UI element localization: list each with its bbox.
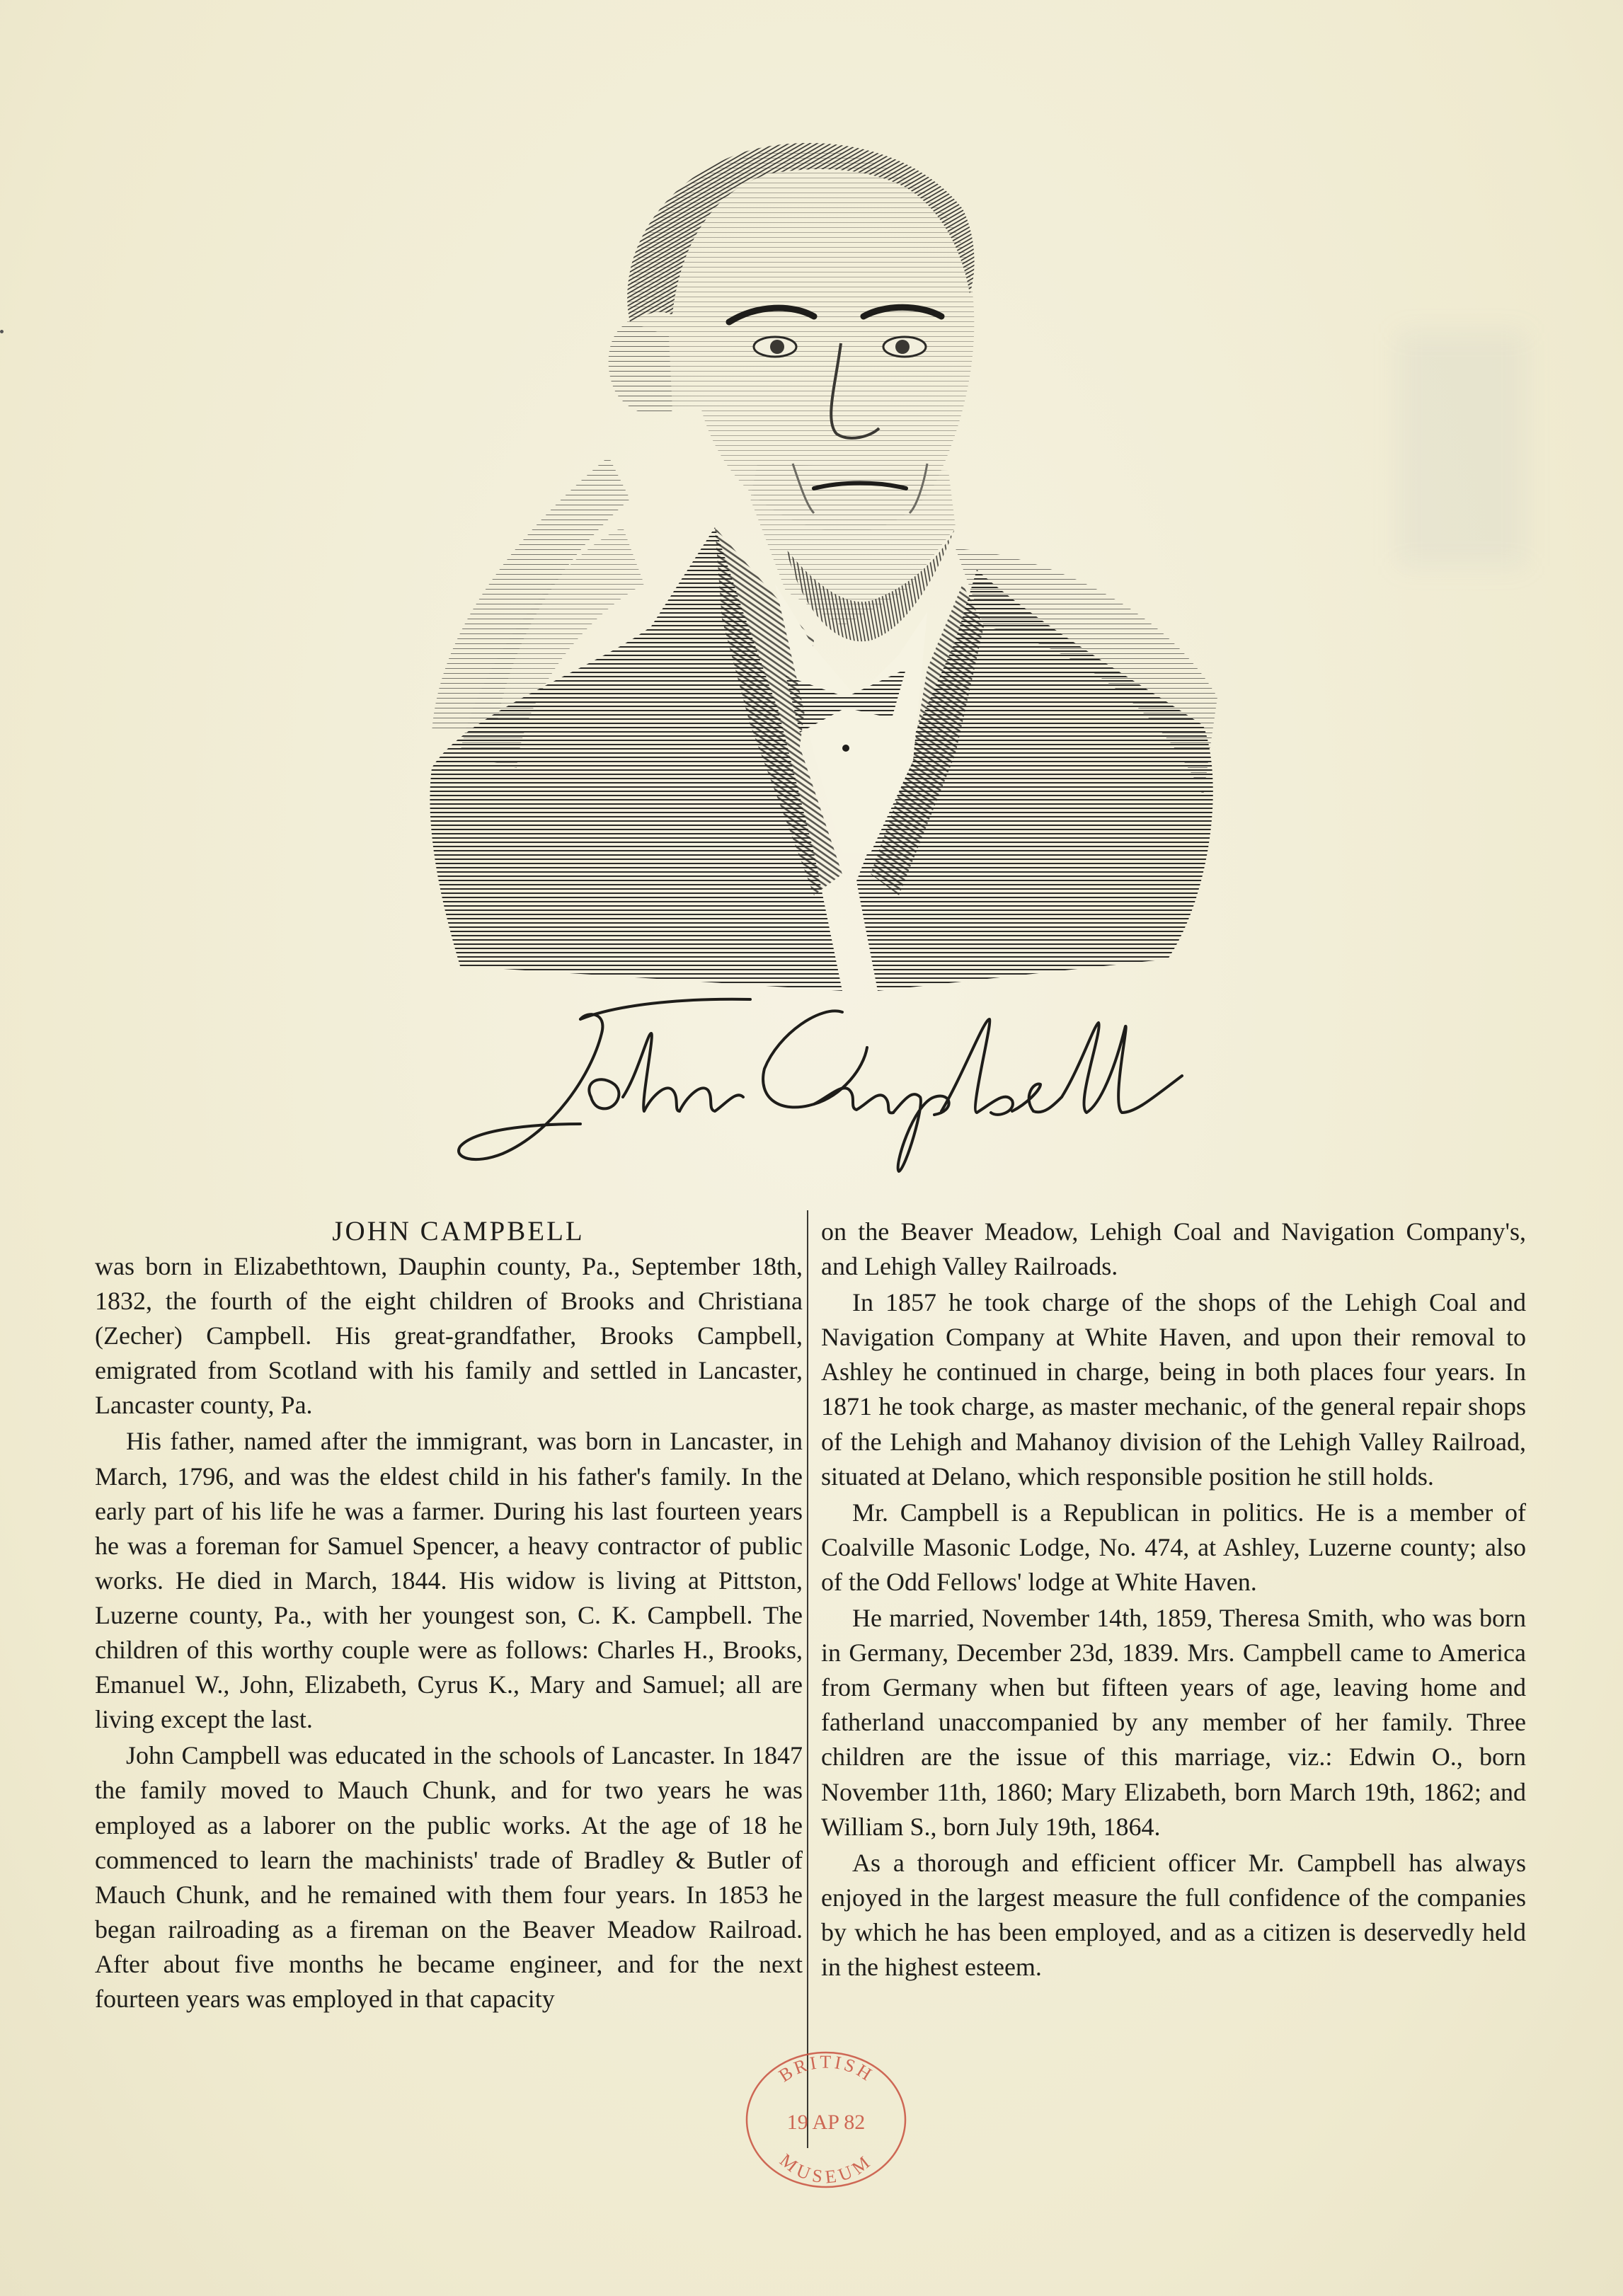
right-paragraph-3: Mr. Campbell is a Republican in politics. He is a member of Coalville Masonic Lodge, No. 474, at Ashley, Luzerne county; also of the Odd Fellows' lodge at White Haven. [821, 1498, 1526, 1596]
left-paragraph-3: John Campbell was educated in the schools of Lancaster. In 1847 the family moved to Mauch Chunk, and for two years he was employed as a laborer on the public works. At the age of 18 he commenced to learn the machinists' trade of Bradley & Butler of Mauch Chunk, and he remained with them four years. In 1853 he began railroading as a fireman on the Beaver Meadow Railroad. After about five months he became engineer, and for the next fourteen years was employed in that capacity [95, 1741, 803, 2013]
portrait-engraving [418, 131, 1225, 991]
signature-john-campbell [446, 991, 1196, 1175]
left-paragraph-2: His father, named after the immigrant, was born in Lancaster, in March, 1796, and was the eldest child in his father's family. In the early part of his life he was a farmer. During his last fourteen years he was a foreman for Samuel Spencer, a heavy contractor of public works. He died in March, 1844. His widow is living at Pittston, Luzerne county, Pa., with her youngest son, C. K. Campbell. The children of this worthy couple were as follows: Charles H., Brooks, Emanuel W., John, Elizabeth, Cyrus K., Mary and Samuel; all are living except the last. [95, 1427, 803, 1734]
show-through-shadow [1398, 333, 1525, 566]
right-paragraph-2: In 1857 he took charge of the shops of the Lehigh Coal and Navigation Company at White Haven, and upon their removal to Ashley he continued in charge, being in both places four years. In 1871 he took charge, as master mechanic, of the general repair shops of the Lehigh and Mahanoy division of the Lehigh Valley Railroad, situated at Delano, which responsible position he still holds. [821, 1288, 1526, 1491]
stamp-top-text: BRITISH [775, 2051, 878, 2087]
right-paragraph-4: He married, November 14th, 1859, Theresa Smith, who was born in Germany, December 23d, 1839. Mrs. Campbell came to America from Germany when but fifteen years of age, leaving home and fatherland unaccompanied by any member of her family. Three children are the issue of this marriage, viz.: Edwin O., born November 11th, 1860; Mary Elizabeth, born March 19th, 1862; and William S., born July 19th, 1864. [821, 1604, 1526, 1841]
scan-speck [0, 330, 4, 333]
stamp-date: 19 AP 82 [786, 2111, 866, 2134]
right-paragraph-1: on the Beaver Meadow, Lehigh Coal and Navigation Company's, and Lehigh Valley Railroads. [821, 1217, 1526, 1281]
column-divider [807, 1210, 808, 2148]
svg-text:BRITISH [775, 2052, 878, 2087]
library-stamp [740, 2049, 913, 2191]
right-paragraph-5: As a thorough and efficient officer Mr. Campbell has always enjoyed in the largest measure the full confidence of the companies by which he has been employed, and as a citizen is deservedly held in the highest esteem. [821, 1848, 1526, 1981]
svg-text:MUSEUM [776, 2149, 876, 2187]
stamp-bottom-text: MUSEUM [776, 2149, 877, 2188]
left-paragraph-1: was born in Elizabethtown, Dauphin county, Pa., September 18th, 1832, the fourth of the eight children of Brooks and Christiana (Zecher) Campbell. His great-grandfather, Brooks Campbell, emigrated from Scotland with his family and settled in Lancaster, Lancaster county, Pa. [95, 1252, 803, 1420]
left-column [95, 1249, 803, 2016]
article-heading: JOHN CAMPBELL [332, 1216, 585, 1246]
right-column [821, 1215, 1526, 1985]
